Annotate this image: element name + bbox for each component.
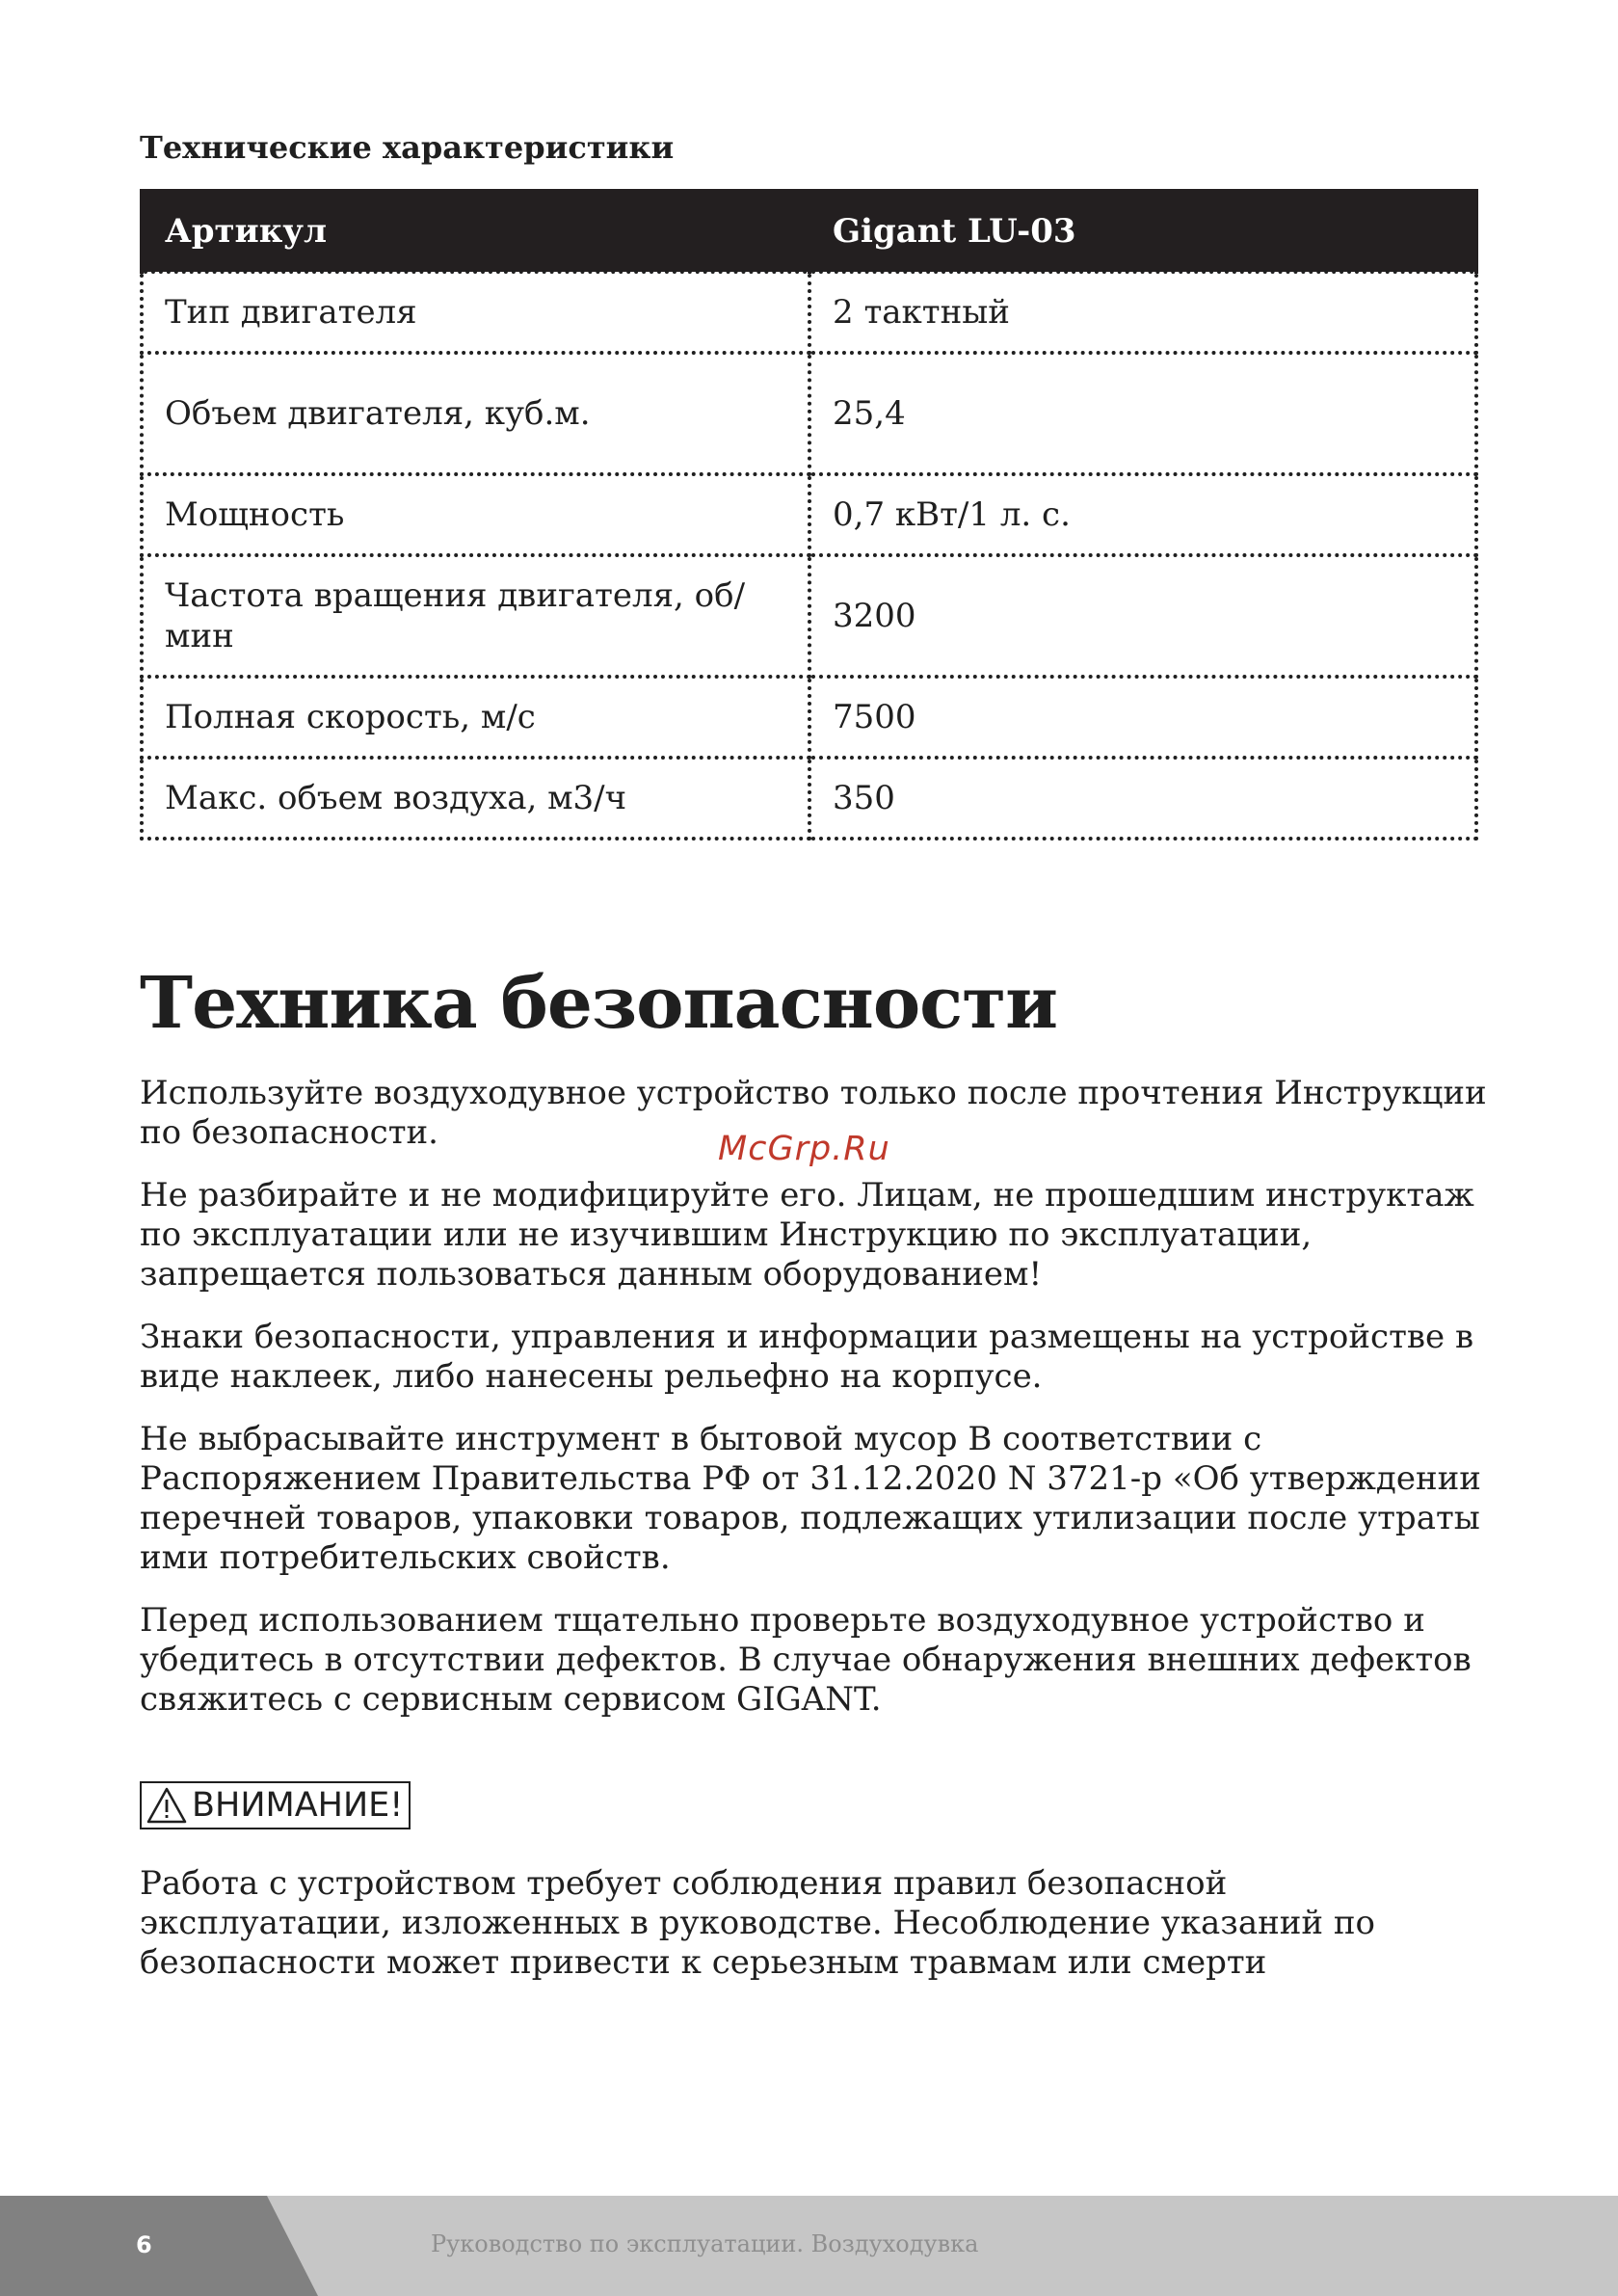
safety-paragraph: Перед использованием тщательно проверьте воздуходувное устройство и убедитесь в отсутствии дефектов. В случае обнаружения внешних дефектов свяжитесь с сервисным сервисом GIGANT.	[140, 1601, 1472, 1719]
spec-label: Частота вращения двигателя, об/мин	[142, 555, 809, 677]
spec-label: Объем двигателя, куб.м.	[142, 353, 809, 474]
section-title: Техника безопасности	[140, 962, 1057, 1045]
spec-label: Макс. объем воздуха, м3/ч	[142, 758, 809, 839]
spec-value: 2 тактный	[809, 272, 1476, 353]
specs-title: Технические характеристики	[140, 129, 675, 166]
watermark: McGrp.Ru	[718, 1130, 890, 1168]
header-model-value: Gigant LU-03	[809, 191, 1476, 272]
table-header-row	[142, 191, 1476, 272]
table-row	[142, 272, 1476, 353]
spec-value: 25,4	[809, 353, 1476, 474]
safety-paragraph: Используйте воздуходувное устройство только после прочтения Инструкции по безопасности.	[140, 1074, 1487, 1152]
spec-value: 7500	[809, 677, 1476, 758]
table-row	[142, 474, 1476, 555]
specs-table	[140, 189, 1478, 841]
safety-paragraph: Не разбирайте и не модифицируйте его. Лицам, не прошедшим инструктаж по эксплуатации или не изучившим Инструкцию по эксплуатации, запрещается пользоваться данным оборудованием!	[140, 1176, 1474, 1294]
footer-title: Руководство по эксплуатации. Воздуходувка	[431, 2230, 979, 2257]
safety-paragraph: Не выбрасывайте инструмент в бытовой мусор В соответствии с Распоряжением Правительства РФ от 31.12.2020 N 3721-р «Об утверждении перечней товаров, упаковки товаров, подлежащих утилизации после утраты ими потребительских свойств.	[140, 1420, 1481, 1577]
safety-paragraph: Знаки безопасности, управления и информации размещены на устройстве в виде наклеек, либо нанесены рельефно на корпусе.	[140, 1318, 1474, 1396]
spec-label: Полная скорость, м/с	[142, 677, 809, 758]
footer-tab	[0, 2196, 318, 2296]
warning-badge	[140, 1781, 411, 1829]
spec-label: Мощность	[142, 474, 809, 555]
spec-value: 3200	[809, 555, 1476, 677]
table-row	[142, 353, 1476, 474]
page-footer	[0, 2196, 1618, 2296]
warning-label: ВНИМАНИЕ!	[192, 1786, 404, 1825]
table-row	[142, 758, 1476, 839]
table-row	[142, 555, 1476, 677]
spec-label: Тип двигателя	[142, 272, 809, 353]
warning-paragraph: Работа с устройством требует соблюдения правил безопасной эксплуатации, изложенных в руководстве. Несоблюдение указаний по безопасности может привести к серьезным травмам или смерти	[140, 1864, 1376, 1982]
spec-value: 350	[809, 758, 1476, 839]
header-article-label: Артикул	[142, 191, 809, 272]
warning-triangle-icon	[146, 1786, 188, 1825]
table-row	[142, 677, 1476, 758]
page-number: 6	[136, 2231, 152, 2258]
spec-value: 0,7 кВт/1 л. с.	[809, 474, 1476, 555]
